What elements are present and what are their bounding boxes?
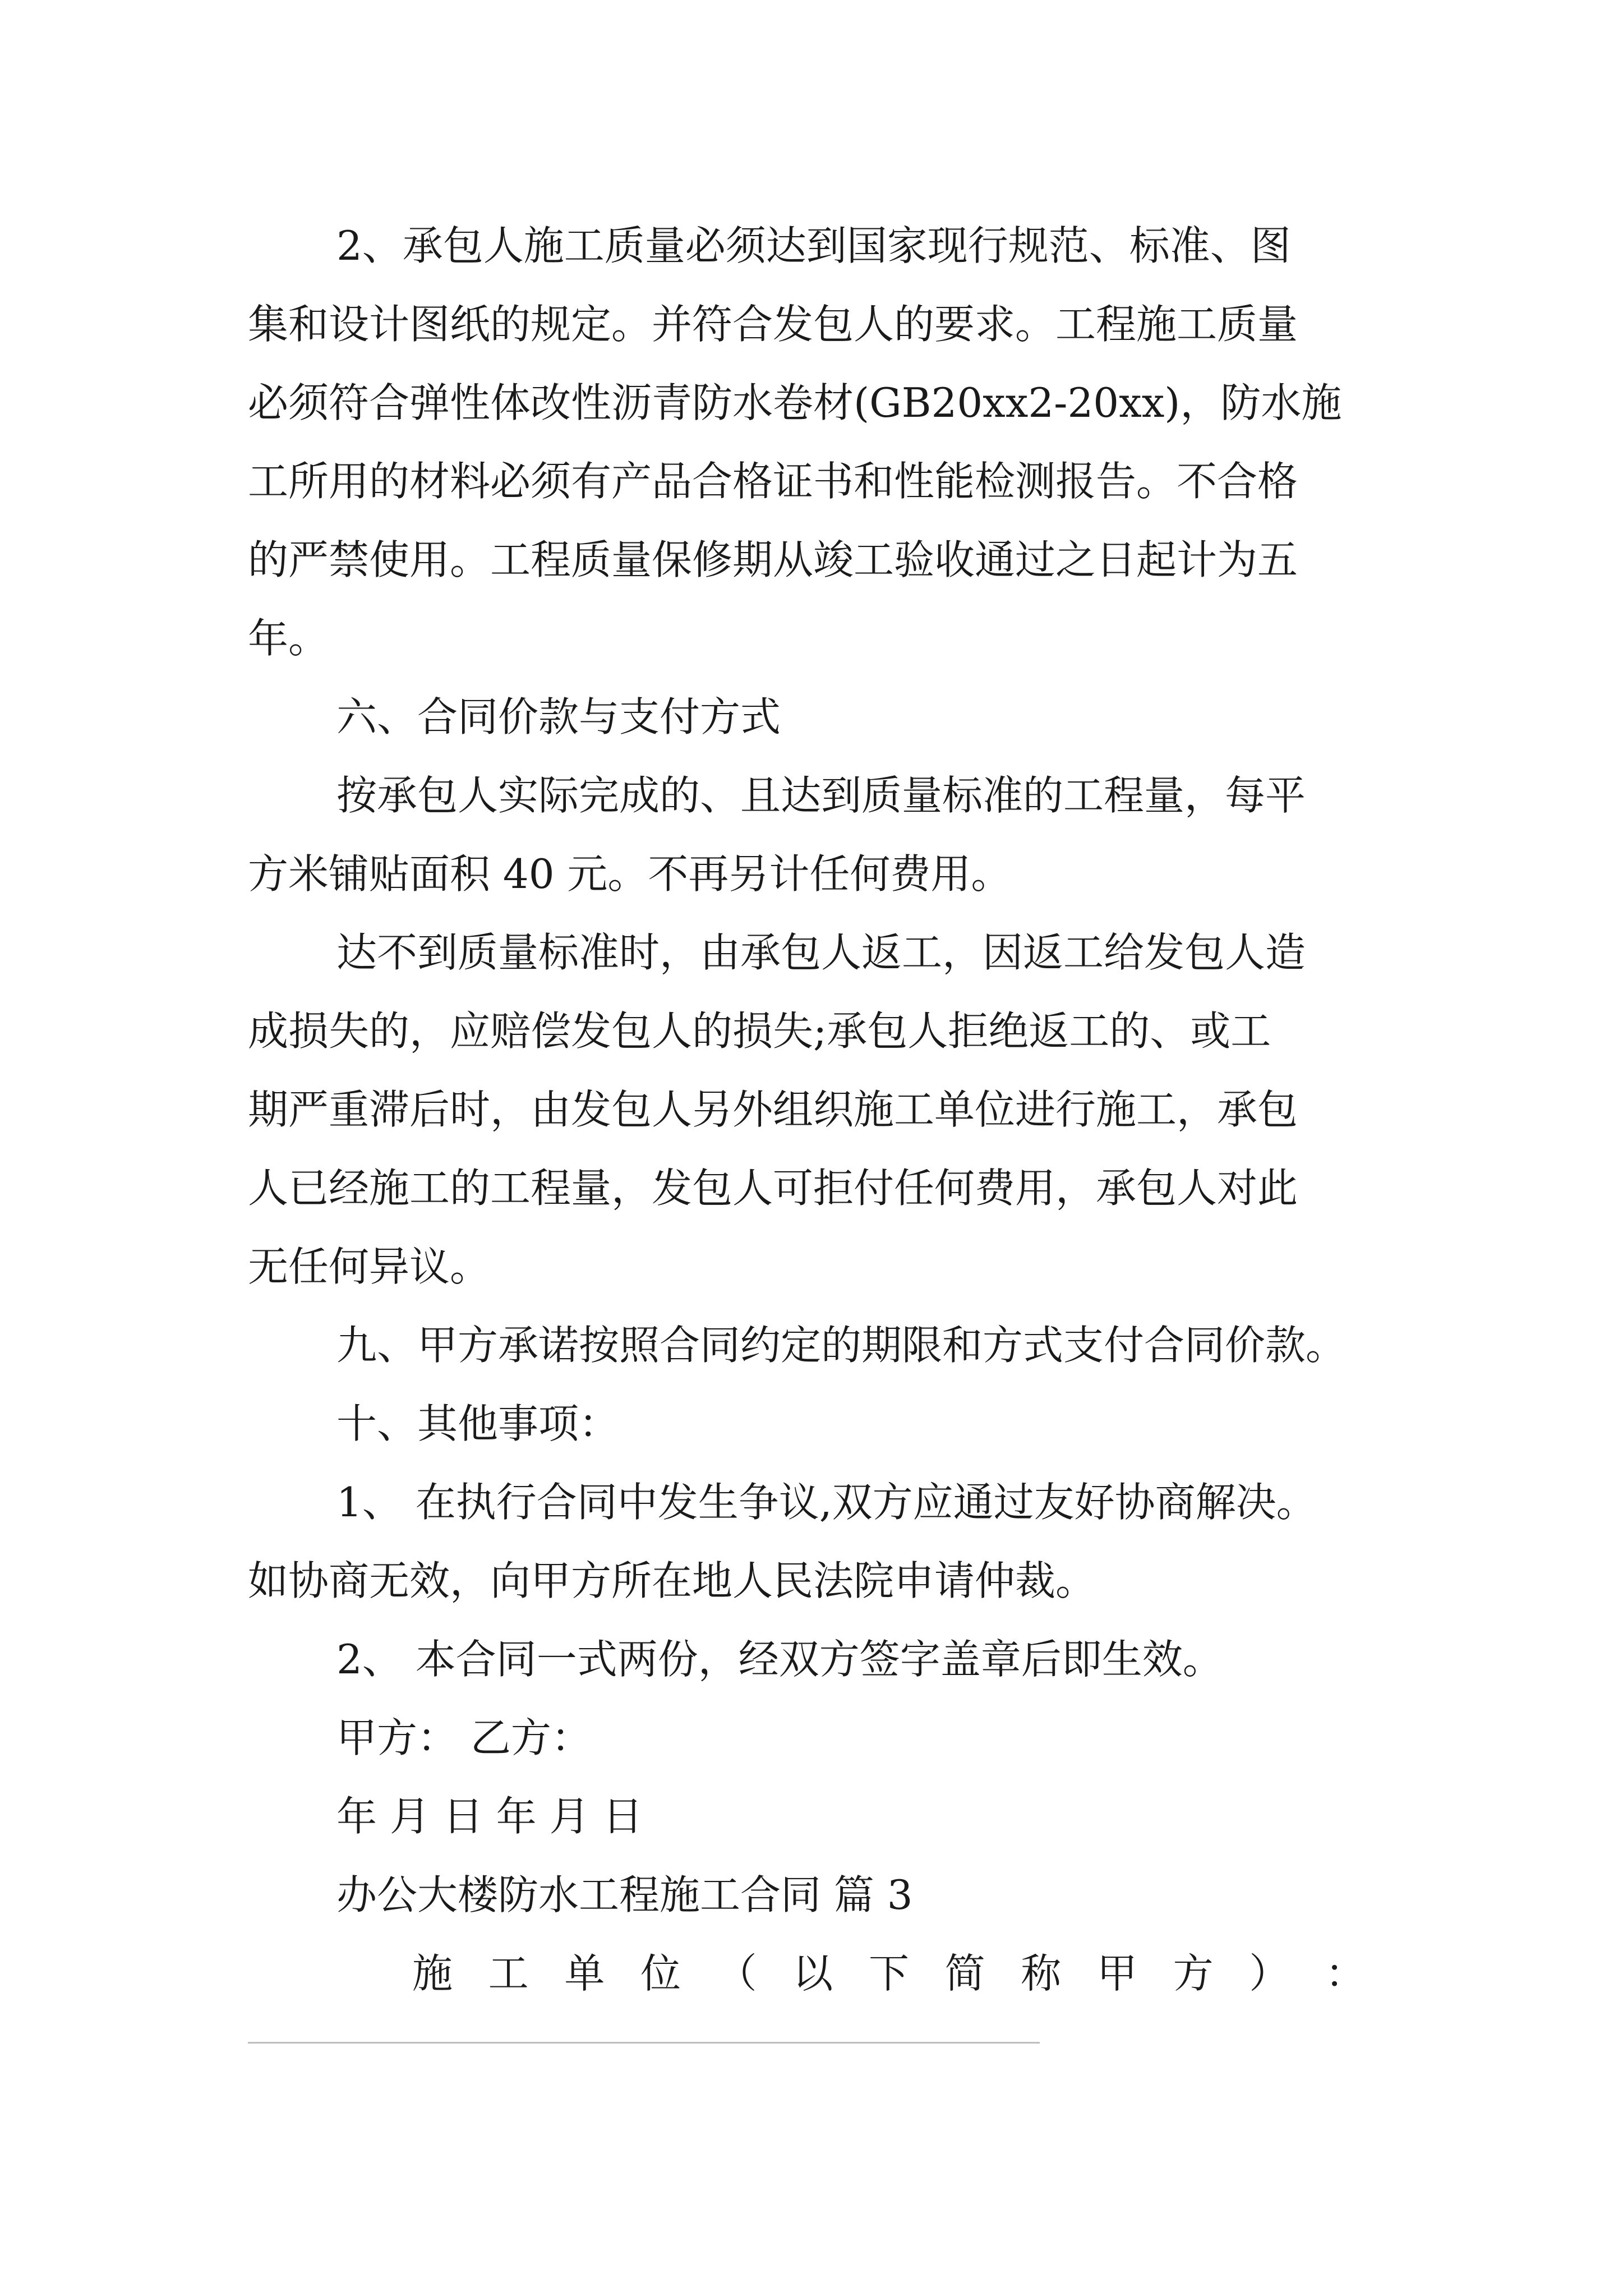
char: 简 bbox=[944, 1950, 985, 1997]
text-line: 期严重滞后时，由发包人另外组织施工单位进行施工，承包 bbox=[248, 1086, 1298, 1133]
text-line: 达不到质量标准时，由承包人返工，因返工给发包人造 bbox=[336, 929, 1306, 976]
text-line: 2、承包人施工质量必须达到国家现行规范、标准、图 bbox=[336, 222, 1291, 269]
text-line: 无任何异议。 bbox=[248, 1243, 491, 1290]
text-line: 1、 在执行合同中发生争议,双方应通过友好协商解决。 bbox=[336, 1479, 1317, 1526]
signature-dates: 年 月 日 年 月 日 bbox=[336, 1793, 643, 1840]
text-line: 按承包人实际完成的、且达到质量标准的工程量，每平 bbox=[336, 772, 1306, 819]
char: 单 bbox=[564, 1950, 605, 1997]
text-line: 的严禁使用。工程质量保修期从竣工验收通过之日起计为五 bbox=[248, 536, 1298, 583]
text-line: 成损失的，应赔偿发包人的损失;承包人拒绝返工的、或工 bbox=[248, 1007, 1271, 1055]
signature-parties: 甲方： 乙方： bbox=[336, 1714, 592, 1761]
text-line: 年。 bbox=[248, 615, 329, 662]
char: ） bbox=[1249, 1950, 1290, 1997]
text-line: 工所用的材料必须有产品合格证书和性能检测报告。不合格 bbox=[248, 458, 1298, 505]
char: 位 bbox=[640, 1950, 681, 1997]
text-line: 方米铺贴面积 40 元。不再另计任何费用。 bbox=[248, 850, 1012, 898]
char: 甲 bbox=[1096, 1950, 1137, 1997]
text-line: 2、 本合同一式两份，经双方签字盖章后即生效。 bbox=[336, 1636, 1223, 1683]
party-a-line bbox=[412, 1950, 1366, 1997]
char: 下 bbox=[868, 1950, 909, 1997]
text-line: 必须符合弹性体改性沥青防水卷材(GB20xx2-20xx)，防水施 bbox=[248, 379, 1342, 426]
text-line: 人已经施工的工程量，发包人可拒付任何费用，承包人对此 bbox=[248, 1165, 1298, 1212]
char: （ bbox=[716, 1950, 757, 1997]
char: 以 bbox=[792, 1950, 833, 1997]
page-divider bbox=[248, 2042, 1040, 2044]
section-heading: 十、其他事项： bbox=[336, 1400, 620, 1447]
char: 方 bbox=[1173, 1950, 1214, 1997]
text-line: 九、甲方承诺按照合同约定的期限和方式支付合同价款。 bbox=[336, 1322, 1347, 1369]
text-line: 集和设计图纸的规定。并符合发包人的要求。工程施工质量 bbox=[248, 301, 1298, 348]
char: 称 bbox=[1021, 1950, 1062, 1997]
char: 施 bbox=[412, 1950, 453, 1997]
section-heading: 六、合同价款与支付方式 bbox=[336, 693, 781, 740]
section-title: 办公大楼防水工程施工合同 篇 3 bbox=[336, 1871, 913, 1918]
char: 工 bbox=[488, 1950, 529, 1997]
char: ： bbox=[1325, 1950, 1366, 1997]
text-line: 如协商无效，向甲方所在地人民法院申请仲裁。 bbox=[248, 1557, 1096, 1604]
